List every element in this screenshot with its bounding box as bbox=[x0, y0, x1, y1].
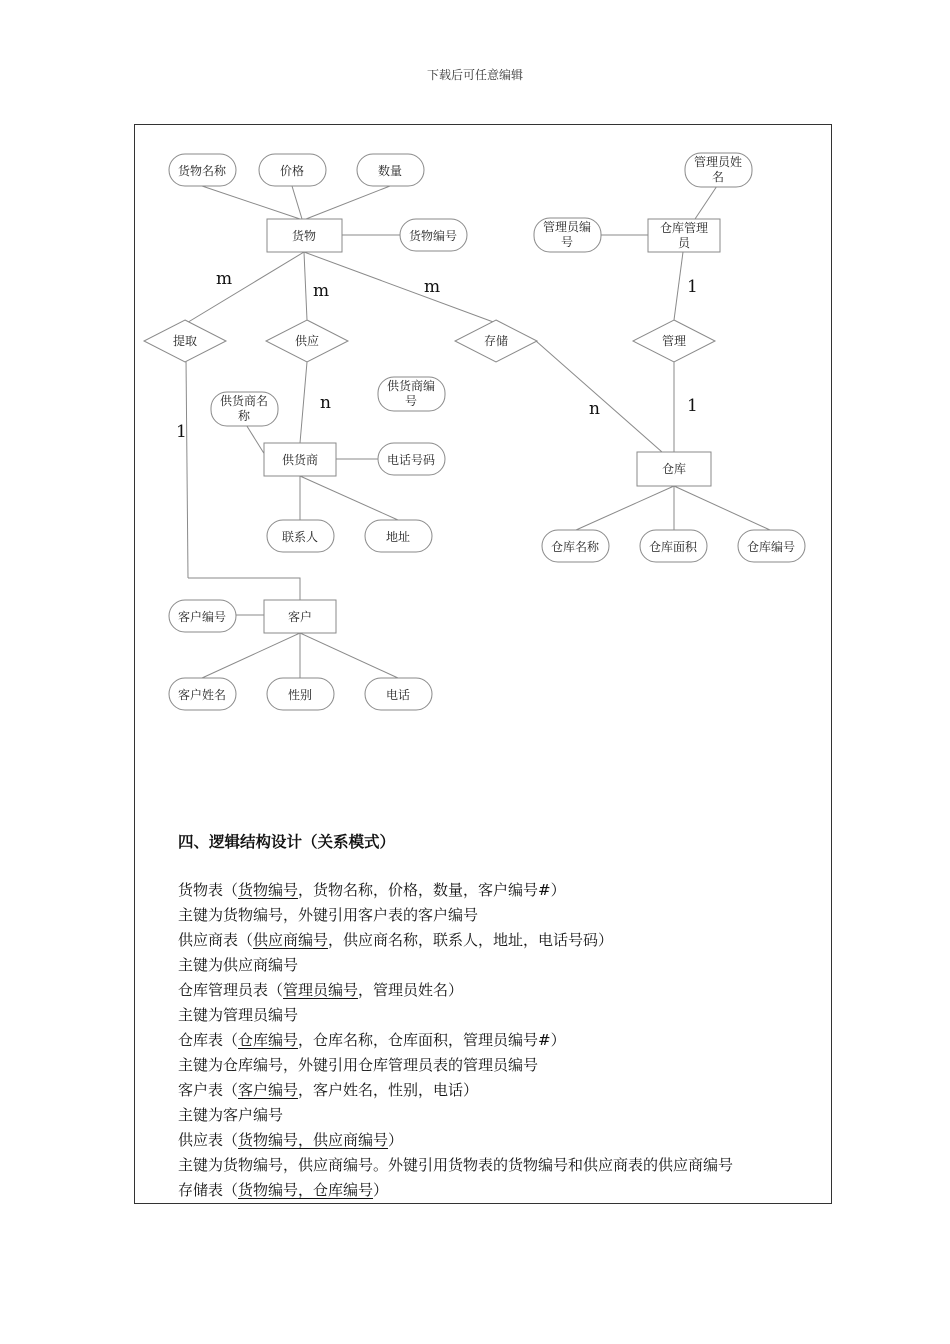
attr-quantity bbox=[357, 154, 424, 186]
svg-text:管理员编: 管理员编 bbox=[542, 220, 592, 234]
schema-line bbox=[178, 1028, 818, 1053]
svg-text:存储: 存储 bbox=[483, 334, 509, 348]
primary-key: 货物编号，仓库编号 bbox=[238, 1181, 374, 1199]
schema-line bbox=[178, 1178, 818, 1203]
attr-supplier-id bbox=[378, 377, 445, 411]
schema-line bbox=[178, 1103, 818, 1128]
schema-line bbox=[178, 978, 818, 1003]
schema-line bbox=[178, 903, 818, 928]
primary-key: 管理员编号 bbox=[283, 981, 359, 999]
attr-gender bbox=[267, 678, 334, 710]
attr-manager-name bbox=[685, 153, 752, 187]
primary-key: 货物编号 bbox=[238, 881, 299, 899]
page-header-note: 下载后可任意编辑 bbox=[426, 68, 523, 82]
svg-text:货物名称: 货物名称 bbox=[177, 164, 227, 178]
svg-text:员: 员 bbox=[677, 236, 691, 250]
svg-text:称: 称 bbox=[237, 409, 251, 423]
schema-line bbox=[178, 1053, 818, 1078]
entity-customer bbox=[264, 600, 336, 633]
svg-text:价格: 价格 bbox=[279, 164, 305, 178]
svg-text:客户编号: 客户编号 bbox=[177, 610, 227, 624]
svg-text:性别: 性别 bbox=[287, 688, 313, 702]
schema-line bbox=[178, 1153, 818, 1178]
svg-text:客户姓名: 客户姓名 bbox=[177, 688, 227, 702]
schema-line bbox=[178, 1003, 818, 1028]
schema-line bbox=[178, 928, 818, 953]
relationship-store bbox=[455, 320, 537, 362]
card-supply-supplier: n bbox=[320, 393, 331, 413]
attr-contact bbox=[267, 520, 334, 552]
svg-text:号: 号 bbox=[404, 394, 418, 408]
schema-line-text: 客户表（ bbox=[178, 1081, 239, 1099]
schema-line-text: 供应表（ bbox=[178, 1131, 239, 1149]
entity-supplier bbox=[264, 443, 336, 476]
primary-key: 客户编号 bbox=[238, 1081, 299, 1099]
attr-price bbox=[259, 154, 326, 186]
attr-customer-name bbox=[169, 678, 236, 710]
attr-phone-number bbox=[378, 443, 445, 475]
attr-goods-name bbox=[169, 154, 236, 186]
card-goods-extract: m bbox=[216, 269, 233, 289]
schema-line-text: 供应商表（ bbox=[178, 931, 254, 949]
relationship-extract bbox=[144, 320, 226, 362]
schema-line-text: 主键为货物编号，外键引用客户表的客户编号 bbox=[178, 906, 479, 924]
logical-design-section bbox=[178, 830, 818, 1203]
svg-text:货物编号: 货物编号 bbox=[408, 229, 458, 243]
section-title: 四、逻辑结构设计（关系模式） bbox=[178, 833, 396, 851]
attr-manager-id bbox=[534, 218, 601, 252]
attr-supplier-name bbox=[211, 392, 278, 426]
svg-text:管理员姓: 管理员姓 bbox=[693, 155, 743, 169]
attr-address bbox=[365, 520, 432, 552]
svg-text:客户: 客户 bbox=[287, 610, 313, 624]
svg-text:仓库管理: 仓库管理 bbox=[659, 221, 709, 235]
relationship-manage bbox=[633, 320, 715, 362]
card-extract-customer: 1 bbox=[176, 422, 187, 442]
attr-warehouse-area bbox=[640, 530, 707, 562]
schema-line-text: ） bbox=[388, 1131, 404, 1149]
svg-text:仓库名称: 仓库名称 bbox=[550, 540, 600, 554]
svg-text:名: 名 bbox=[711, 170, 725, 184]
svg-text:仓库: 仓库 bbox=[661, 462, 687, 476]
schema-line-text: ，客户姓名，性别，电话） bbox=[298, 1081, 479, 1099]
schema-line bbox=[178, 1078, 818, 1103]
svg-text:电话号码: 电话号码 bbox=[386, 453, 436, 467]
svg-text:提取: 提取 bbox=[172, 334, 198, 348]
svg-text:供应: 供应 bbox=[294, 334, 320, 348]
schema-line-text: 货物表（ bbox=[178, 881, 239, 899]
entity-goods bbox=[267, 219, 342, 252]
schema-line-text: ，管理员姓名） bbox=[358, 981, 464, 999]
attr-goods-id bbox=[400, 219, 467, 251]
schema-line bbox=[178, 878, 818, 903]
schema-line-text: ，供应商名称，联系人，地址，电话号码） bbox=[328, 931, 614, 949]
card-goods-supply: m bbox=[313, 281, 330, 301]
entity-warehouse-manager bbox=[648, 219, 720, 252]
schema-line-text: ） bbox=[373, 1181, 389, 1199]
attr-warehouse-id bbox=[738, 530, 805, 562]
svg-text:货物: 货物 bbox=[291, 229, 317, 243]
primary-key: 货物编号，供应商编号 bbox=[238, 1131, 389, 1149]
schema-line-text: 主键为管理员编号 bbox=[178, 1006, 299, 1024]
schema-line-text: 存储表（ bbox=[178, 1181, 239, 1199]
schema-line-text: 主键为仓库编号，外键引用仓库管理员表的管理员编号 bbox=[178, 1056, 539, 1074]
svg-text:联系人: 联系人 bbox=[281, 530, 319, 544]
attr-warehouse-name bbox=[542, 530, 609, 562]
schema-line-text: ，货物名称，价格，数量，客户编号#） bbox=[298, 881, 566, 899]
schema-line-text: 主键为供应商编号 bbox=[178, 956, 299, 974]
primary-key: 仓库编号 bbox=[238, 1031, 299, 1049]
schema-line-text: 主键为客户编号 bbox=[178, 1106, 284, 1124]
schema-line-text: 仓库表（ bbox=[178, 1031, 239, 1049]
schema-line-text: 仓库管理员表（ bbox=[178, 981, 284, 999]
card-manage-warehouse: 1 bbox=[687, 396, 698, 416]
schema-line bbox=[178, 1128, 818, 1153]
svg-text:管理: 管理 bbox=[661, 334, 687, 348]
svg-text:供货商: 供货商 bbox=[281, 453, 319, 467]
svg-text:数量: 数量 bbox=[377, 164, 403, 178]
svg-text:号: 号 bbox=[560, 235, 574, 249]
svg-text:仓库编号: 仓库编号 bbox=[746, 540, 796, 554]
svg-text:仓库面积: 仓库面积 bbox=[648, 540, 698, 554]
svg-text:供货商编: 供货商编 bbox=[386, 379, 436, 393]
attr-phone bbox=[365, 678, 432, 710]
primary-key: 供应商编号 bbox=[253, 931, 329, 949]
card-goods-store: m bbox=[424, 277, 441, 297]
attr-customer-id bbox=[169, 600, 236, 632]
schema-line-text: ，仓库名称，仓库面积，管理员编号#） bbox=[298, 1031, 566, 1049]
relation-schema-list bbox=[178, 878, 818, 1203]
svg-text:供货商名: 供货商名 bbox=[219, 394, 269, 408]
entity-warehouse bbox=[637, 452, 711, 486]
schema-line bbox=[178, 953, 818, 978]
svg-text:电话: 电话 bbox=[385, 688, 411, 702]
svg-text:地址: 地址 bbox=[385, 530, 411, 544]
card-store-warehouse: n bbox=[589, 399, 600, 419]
card-manager-manage: 1 bbox=[687, 277, 698, 297]
schema-line-text: 主键为货物编号，供应商编号。外键引用货物表的货物编号和供应商表的供应商编号 bbox=[178, 1156, 734, 1174]
relationship-supply bbox=[266, 320, 348, 362]
